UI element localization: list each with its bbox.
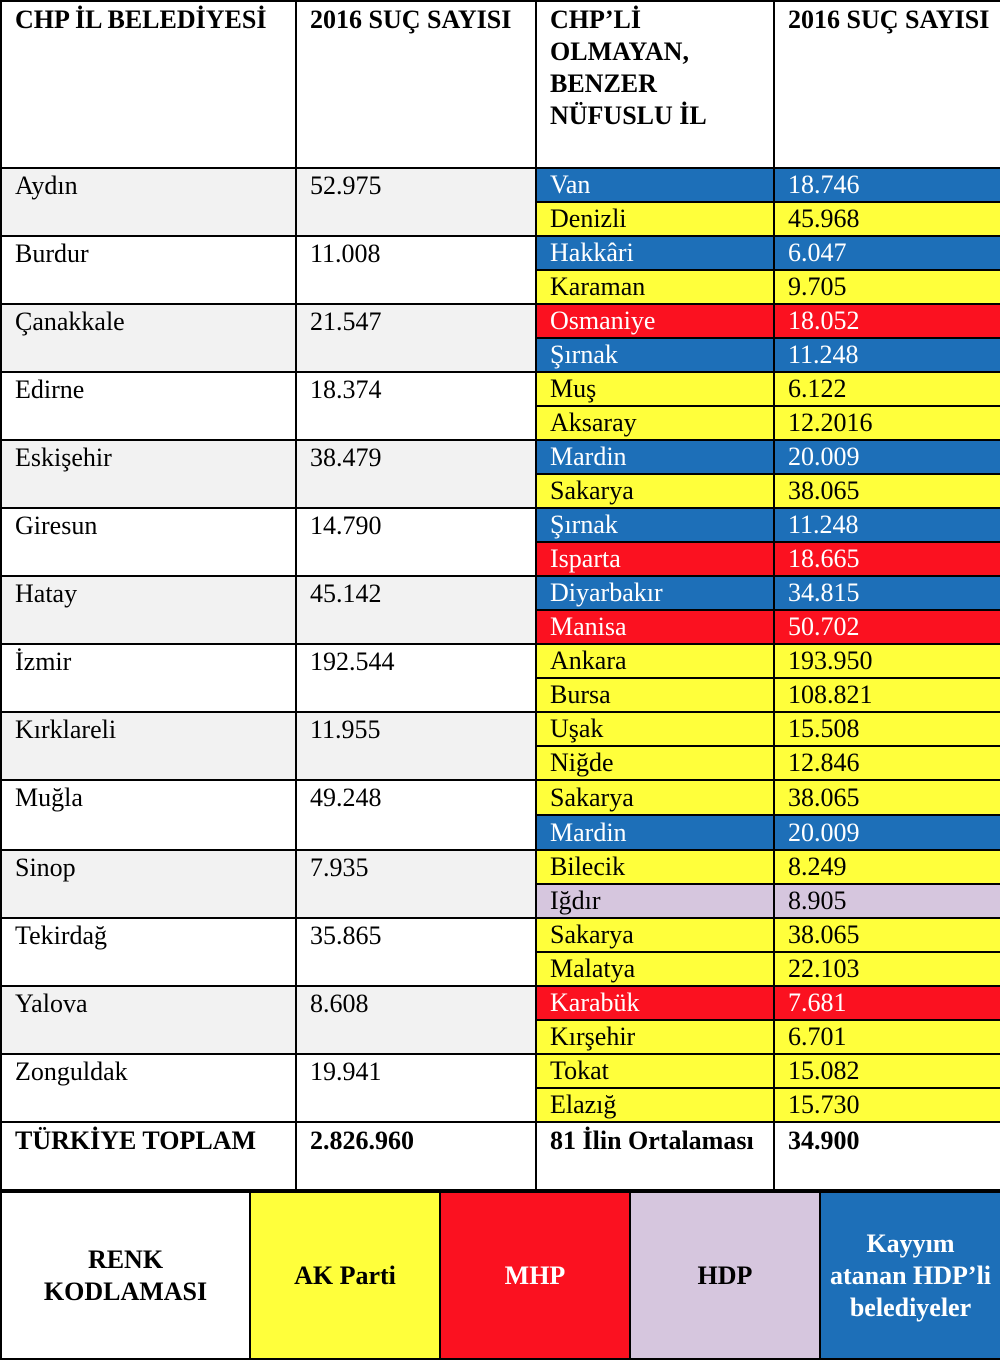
compare-province-name: Niğde: [536, 746, 774, 780]
compare-province-name: Uşak: [536, 712, 774, 746]
compare-crime-count: 38.065: [774, 918, 1000, 952]
header-chp-crime-count: 2016 SUÇ SAYISI: [296, 1, 536, 168]
legend-title: RENK KODLAMASI: [1, 1192, 250, 1359]
province-row: [1, 780, 1000, 815]
compare-crime-count: 50.702: [774, 610, 1000, 644]
header-row: [1, 1, 1000, 168]
compare-crime-count: 6.122: [774, 372, 1000, 406]
compare-crime-count: 22.103: [774, 952, 1000, 986]
chp-province-name: Sinop: [1, 850, 296, 918]
compare-crime-count: 7.681: [774, 986, 1000, 1020]
compare-province-name: Mardin: [536, 815, 774, 850]
color-legend: [0, 1191, 1000, 1360]
compare-province-name: Bilecik: [536, 850, 774, 884]
province-row: [1, 508, 1000, 542]
compare-province-name: Bursa: [536, 678, 774, 712]
compare-province-name: Karabük: [536, 986, 774, 1020]
compare-crime-count: 18.052: [774, 304, 1000, 338]
chp-crime-count: 19.941: [296, 1054, 536, 1122]
average-count: 34.900: [774, 1122, 1000, 1190]
chp-province-name: Eskişehir: [1, 440, 296, 508]
compare-province-name: Ankara: [536, 644, 774, 678]
chp-crime-count: 45.142: [296, 576, 536, 644]
total-count: 2.826.960: [296, 1122, 536, 1190]
compare-crime-count: 12.846: [774, 746, 1000, 780]
chp-crime-count: 8.608: [296, 986, 536, 1054]
compare-crime-count: 38.065: [774, 780, 1000, 815]
compare-province-name: Şırnak: [536, 338, 774, 372]
chp-crime-count: 49.248: [296, 780, 536, 850]
compare-province-name: Sakarya: [536, 474, 774, 508]
compare-province-name: Mardin: [536, 440, 774, 474]
compare-crime-count: 8.249: [774, 850, 1000, 884]
chp-crime-count: 18.374: [296, 372, 536, 440]
compare-province-name: Hakkâri: [536, 236, 774, 270]
chp-province-name: Giresun: [1, 508, 296, 576]
compare-province-name: Muş: [536, 372, 774, 406]
average-label: 81 İlin Ortalaması: [536, 1122, 774, 1190]
province-row: [1, 918, 1000, 952]
province-row: [1, 372, 1000, 406]
compare-crime-count: 20.009: [774, 815, 1000, 850]
legend-label: MHP: [504, 1260, 566, 1290]
province-row: [1, 986, 1000, 1020]
header-other-crime-count: 2016 SUÇ SAYISI: [774, 1, 1000, 168]
compare-crime-count: 18.746: [774, 168, 1000, 202]
chp-province-name: Çanakkale: [1, 304, 296, 372]
compare-crime-count: 45.968: [774, 202, 1000, 236]
header-chp-province: CHP İL BELEDİYESİ: [1, 1, 296, 168]
compare-province-name: Karaman: [536, 270, 774, 304]
legend-label: Kayyım atanan HDP’li belediyeler: [829, 1228, 992, 1322]
chp-province-name: Aydın: [1, 168, 296, 236]
province-row: [1, 168, 1000, 202]
chp-crime-count: 192.544: [296, 644, 536, 712]
province-row: [1, 1054, 1000, 1088]
chp-province-name: Tekirdağ: [1, 918, 296, 986]
legend-hdp: [630, 1192, 820, 1359]
compare-crime-count: 15.508: [774, 712, 1000, 746]
compare-crime-count: 11.248: [774, 338, 1000, 372]
chp-crime-count: 7.935: [296, 850, 536, 918]
province-row: [1, 304, 1000, 338]
province-row: [1, 440, 1000, 474]
legend-mhp: [440, 1192, 630, 1359]
chp-province-name: Zonguldak: [1, 1054, 296, 1122]
compare-province-name: Tokat: [536, 1054, 774, 1088]
province-row: [1, 576, 1000, 610]
compare-province-name: Iğdır: [536, 884, 774, 918]
chp-crime-count: 35.865: [296, 918, 536, 986]
header-other-province: CHP’Lİ OLMAYAN, BENZER NÜFUSLU İL: [536, 1, 774, 168]
chp-crime-count: 11.008: [296, 236, 536, 304]
province-row: [1, 644, 1000, 678]
compare-province-name: Malatya: [536, 952, 774, 986]
chp-crime-count: 11.955: [296, 712, 536, 780]
legend-label: AK Parti: [294, 1260, 396, 1290]
compare-crime-count: 8.905: [774, 884, 1000, 918]
compare-province-name: Denizli: [536, 202, 774, 236]
compare-province-name: Manisa: [536, 610, 774, 644]
compare-crime-count: 20.009: [774, 440, 1000, 474]
compare-crime-count: 12.2016: [774, 406, 1000, 440]
compare-province-name: Isparta: [536, 542, 774, 576]
province-row: [1, 712, 1000, 746]
chp-province-name: Hatay: [1, 576, 296, 644]
province-row: [1, 236, 1000, 270]
province-row: [1, 850, 1000, 884]
chp-crime-count: 52.975: [296, 168, 536, 236]
compare-crime-count: 18.665: [774, 542, 1000, 576]
chp-province-name: Muğla: [1, 780, 296, 850]
compare-crime-count: 11.248: [774, 508, 1000, 542]
compare-province-name: Kırşehir: [536, 1020, 774, 1054]
compare-crime-count: 9.705: [774, 270, 1000, 304]
legend-kayyum: [820, 1192, 1000, 1359]
compare-crime-count: 38.065: [774, 474, 1000, 508]
compare-crime-count: 6.701: [774, 1020, 1000, 1054]
compare-province-name: Aksaray: [536, 406, 774, 440]
total-label: TÜRKİYE TOPLAM: [1, 1122, 296, 1190]
compare-province-name: Şırnak: [536, 508, 774, 542]
chp-province-name: Edirne: [1, 372, 296, 440]
compare-crime-count: 193.950: [774, 644, 1000, 678]
compare-province-name: Sakarya: [536, 780, 774, 815]
chp-crime-count: 38.479: [296, 440, 536, 508]
compare-province-name: Van: [536, 168, 774, 202]
chp-crime-count: 14.790: [296, 508, 536, 576]
compare-crime-count: 6.047: [774, 236, 1000, 270]
chp-province-name: İzmir: [1, 644, 296, 712]
chp-province-name: Burdur: [1, 236, 296, 304]
compare-province-name: Diyarbakır: [536, 576, 774, 610]
compare-province-name: Sakarya: [536, 918, 774, 952]
chp-province-name: Kırklareli: [1, 712, 296, 780]
chp-province-name: Yalova: [1, 986, 296, 1054]
compare-province-name: Elazığ: [536, 1088, 774, 1122]
compare-crime-count: 15.082: [774, 1054, 1000, 1088]
legend-label: HDP: [697, 1260, 753, 1290]
compare-crime-count: 108.821: [774, 678, 1000, 712]
total-row: [1, 1122, 1000, 1190]
legend-akp: [250, 1192, 440, 1359]
compare-crime-count: 15.730: [774, 1088, 1000, 1122]
compare-crime-count: 34.815: [774, 576, 1000, 610]
compare-province-name: Osmaniye: [536, 304, 774, 338]
chp-crime-count: 21.547: [296, 304, 536, 372]
